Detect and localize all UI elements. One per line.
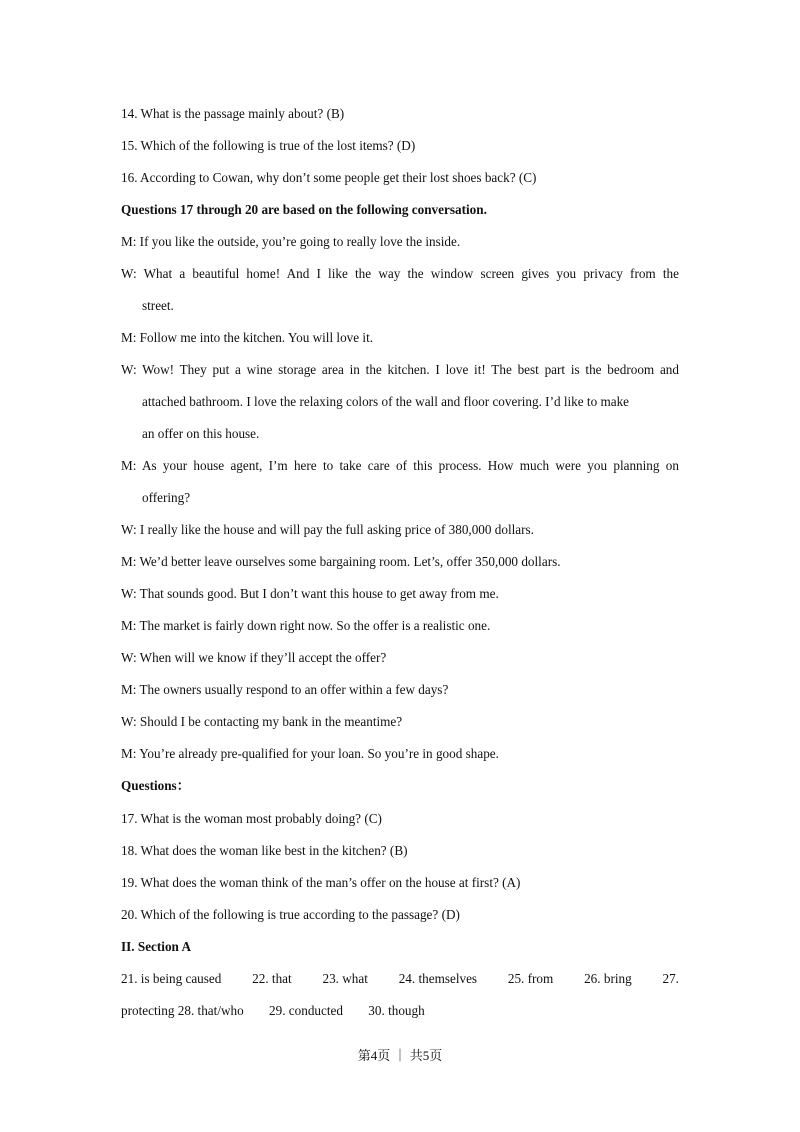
questions-label: Questions：	[121, 778, 190, 793]
dialogue-line: M: If you like the outside, you’re going to really love the inside.	[121, 234, 461, 249]
dialogue-line: W: Should I be contacting my bank in the meantime?	[121, 714, 403, 729]
dialogue-line-continued: an offer on this house.	[142, 426, 260, 441]
answer-27-number: 27.	[662, 971, 679, 986]
dialogue-line: M: We’d better leave ourselves some bargaining room. Let’s, offer 350,000 dollars.	[121, 554, 561, 569]
dialogue-line: M: As your house agent, I’m here to take care of this process. How much were you planning on	[121, 458, 679, 473]
answer-23: 23. what	[322, 971, 368, 986]
question-17: 17. What is the woman most probably doing? (C)	[121, 811, 382, 826]
question-15: 15. Which of the following is true of the lost items? (D)	[121, 138, 416, 153]
dialogue-line: W: Wow! They put a wine storage area in the kitchen. I love it! The best part is the bedroom and	[121, 362, 679, 377]
answer-30: 30. though	[368, 1003, 425, 1018]
question-19: 19. What does the woman think of the man’s offer on the house at first? (A)	[121, 875, 521, 890]
answer-22: 22. that	[252, 971, 292, 986]
answer-24: 24. themselves	[398, 971, 478, 986]
dialogue-line: W: That sounds good. But I don’t want this house to get away from me.	[121, 586, 499, 601]
question-20: 20. Which of the following is true according to the passage? (D)	[121, 907, 460, 922]
dialogue-line: M: The owners usually respond to an offer within a few days?	[121, 682, 449, 697]
answers-row-2	[121, 1002, 447, 1020]
section-heading: II. Section A	[121, 939, 191, 954]
dialogue-line: M: The market is fairly down right now. So the offer is a realistic one.	[121, 618, 491, 633]
answer-26: 26. bring	[584, 971, 632, 986]
page-footer: 第4页 ｜ 共5页	[357, 1048, 443, 1063]
dialogue-line-continued: street.	[142, 298, 174, 313]
dialogue-line-continued: offering?	[142, 490, 191, 505]
dialogue-line: W: When will we know if they’ll accept the offer?	[121, 650, 387, 665]
dialogue-line: M: You’re already pre-qualified for your loan. So you’re in good shape.	[121, 746, 499, 761]
answer-29: 29. conducted	[269, 1003, 343, 1018]
dialogue-line-continued: attached bathroom. I love the relaxing colors of the wall and floor covering. I’d like to make	[142, 394, 630, 409]
conversation-heading: Questions 17 through 20 are based on the following conversation.	[121, 202, 487, 217]
answer-27-28: protecting 28. that/who	[121, 1003, 244, 1018]
question-14: 14. What is the passage mainly about? (B)	[121, 106, 345, 121]
dialogue-line: W: What a beautiful home! And I like the way the window screen gives you privacy from the	[121, 266, 679, 281]
answer-21: 21. is being caused	[121, 971, 222, 986]
answers-row-1	[121, 970, 679, 988]
dialogue-line: M: Follow me into the kitchen. You will love it.	[121, 330, 374, 345]
dialogue-line: W: I really like the house and will pay the full asking price of 380,000 dollars.	[121, 522, 534, 537]
question-16: 16. According to Cowan, why don’t some people get their lost shoes back? (C)	[121, 170, 537, 185]
answer-25: 25. from	[507, 971, 554, 986]
question-18: 18. What does the woman like best in the kitchen? (B)	[121, 843, 408, 858]
